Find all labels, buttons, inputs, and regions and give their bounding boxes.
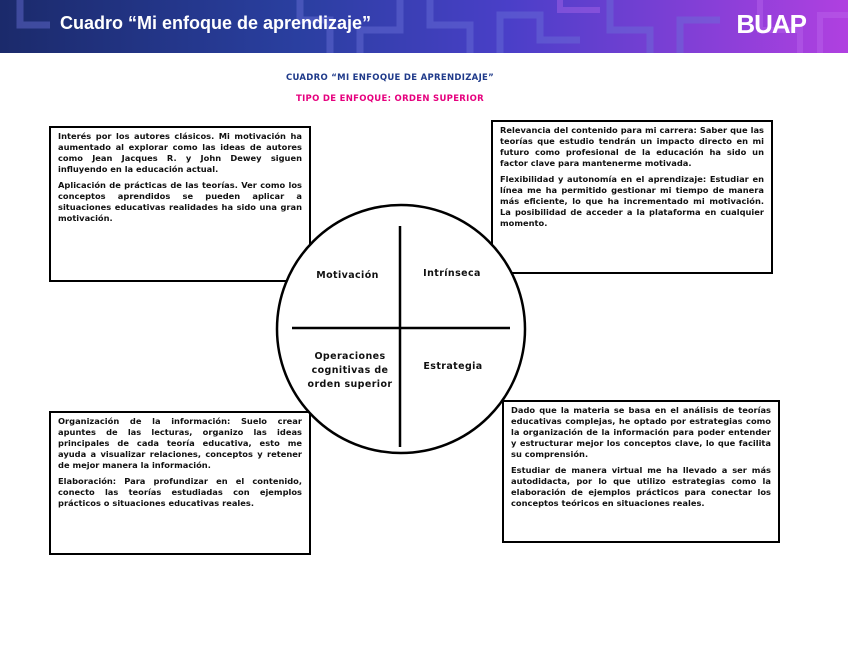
quadrant-label-operaciones: Operaciones cognitivas de orden superior <box>307 351 393 390</box>
operaciones-paragraph: Elaboración: Para profundizar en el contenido, conecto las teorías estudiadas con ejemplos prácticos o situaciones educativas reales. <box>58 476 302 508</box>
operaciones-paragraph: Organización de la información: Suelo crear apuntes de las lecturas, organizo las ideas principales de cada teoría educativa, esto me ayuda a visualizar relaciones, conceptos y retener de mejor manera la información. <box>58 416 302 470</box>
page-title: Cuadro “Mi enfoque de aprendizaje” <box>60 13 372 33</box>
quadrant-label-motivacion: Motivación <box>316 270 379 281</box>
document-subheading: TIPO DE ENFOQUE: ORDEN SUPERIOR <box>296 94 484 104</box>
document-heading: CUADRO “MI ENFOQUE DE APRENDIZAJE” <box>285 73 495 83</box>
buap-logo: BUAP <box>736 9 806 39</box>
estrategia-paragraph: Dado que la materia se basa en el análisis de teorías educativas complejas, he optado por estrategias como la organización de la información para poder entender y estructurar mejor los conceptos clave, lo que facilita su comprensión. <box>511 405 771 459</box>
motivacion-paragraph: Aplicación de prácticas de las teorías. Ver como los conceptos aprendidos se pueden aplicar a situaciones educativas realidades ha sido una gran motivación. <box>58 180 302 223</box>
intrinseca-paragraph: Flexibilidad y autonomía en el aprendizaje: Estudiar en línea me ha permitido gestionar mi tiempo de manera más eficiente, lo que ha incrementado mi motivación. La posibilidad de acceder a la plataforma en cualquier momento. <box>500 174 764 228</box>
quadrant-label-intrinseca: Intrínseca <box>423 268 481 279</box>
estrategia-paragraph: Estudiar de manera virtual me ha llevado a ser más autodidacta, por lo que utilizo estrategias como la elaboración de ejemplos prácticos para conectar los conceptos teóricos en situaciones reales. <box>511 465 771 508</box>
motivacion-paragraph: Interés por los autores clásicos. Mi motivación ha aumentado al explorar como las ideas de autores como Jean Jacques R. y John Dewey siguen influyendo en la educación actual. <box>58 131 302 174</box>
quadrant-label-estrategia: Estrategia <box>423 361 483 372</box>
intrinseca-paragraph: Relevancia del contenido para mi carrera: Saber que las teorías que estudio tendrán un impacto directo en mi futuro como profesional de la educación ha sido un factor clave para mantenerme motivada. <box>500 125 764 168</box>
